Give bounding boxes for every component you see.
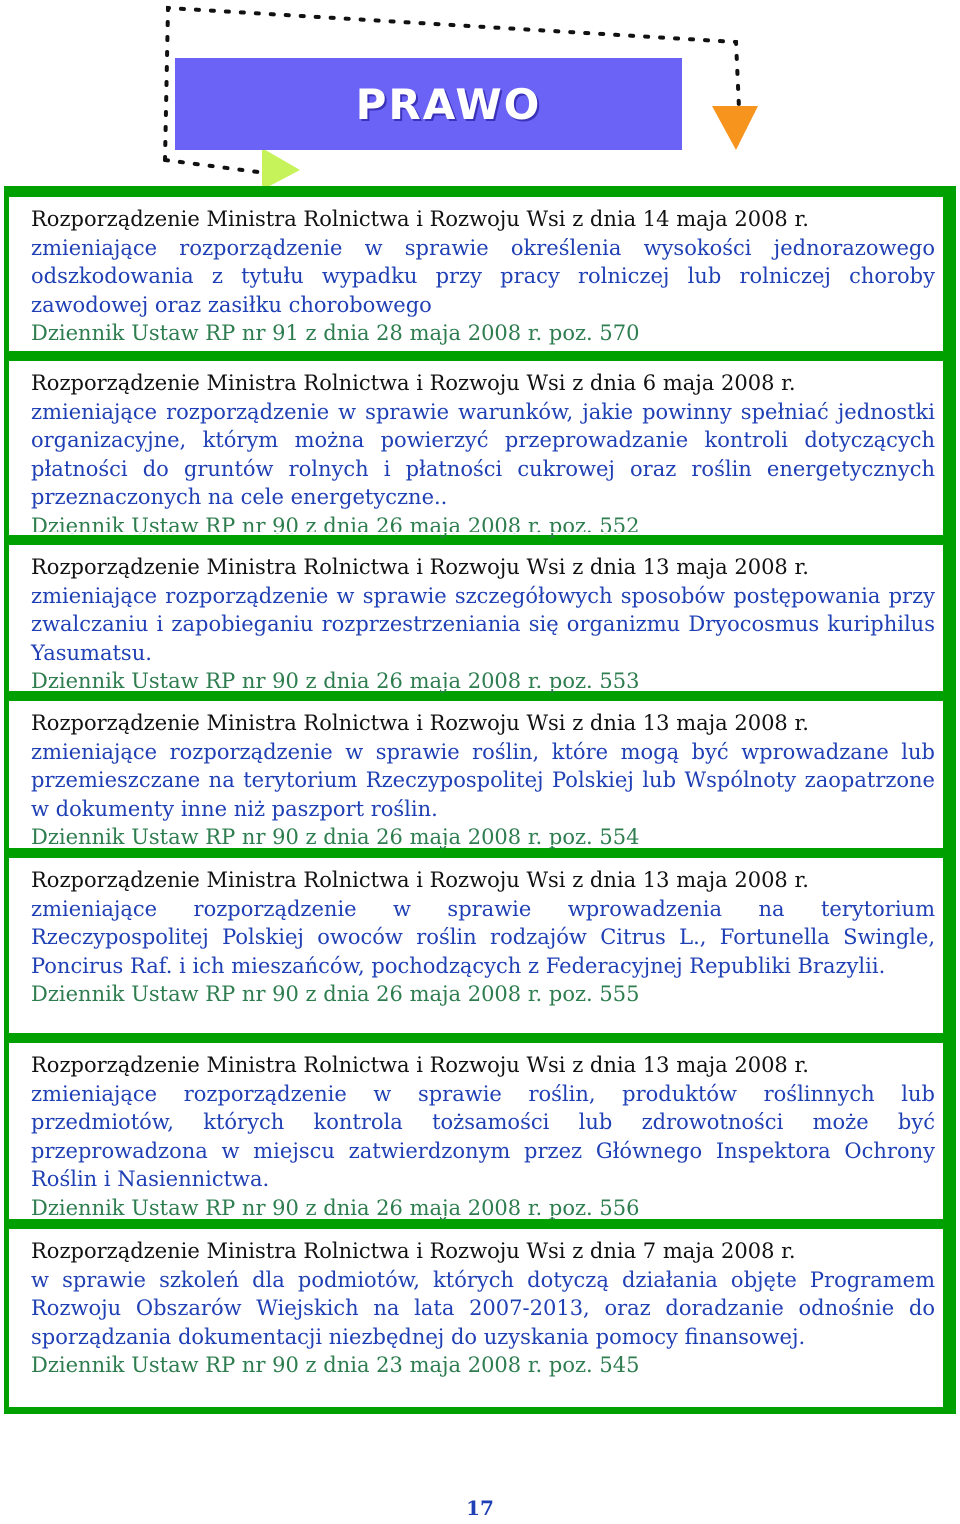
regulation-description: zmieniające rozporządzenie w sprawie określenia wysokości jednorazowego odszkodowania z tytułu wypadku przy pracy rolniczej lub rolniczej choroby zawodowej oraz zasiłku chorobowego xyxy=(31,235,935,317)
regulation-entry xyxy=(6,542,946,694)
page-number: 17 xyxy=(466,1496,494,1520)
regulation-description: zmieniające rozporządzenie w sprawie roślin, które mogą być wprowadzane lub przemieszczane na terytorium Rzeczypospolitej Polskiej lub Wspólnoty zaopatrzone w dokumenty inne niż paszport roślin. xyxy=(31,739,935,821)
journal-reference: Dziennik Ustaw RP nr 90 z dnia 26 maja 2008 r. poz. 555 xyxy=(31,982,640,1006)
regulation-entry xyxy=(6,698,946,851)
journal-reference: Dziennik Ustaw RP nr 91 z dnia 28 maja 2008 r. poz. 570 xyxy=(31,321,640,345)
regulation-entry xyxy=(6,194,946,354)
regulation-title: Rozporządzenie Ministra Rolnictwa i Rozwoju Wsi z dnia 13 maja 2008 r. xyxy=(31,555,809,579)
regulation-description: zmieniające rozporządzenie w sprawie wprowadzenia na terytorium Rzeczypospolitej Polskiej owoców roślin rodzajów Citrus L., Fortunella Swingle, Poncirus Raf. i ich mieszańców, pochodzących z Federacyjnej Republiki Brazylii. xyxy=(31,896,935,978)
journal-reference: Dziennik Ustaw RP nr 90 z dnia 26 maja 2008 r. poz. 556 xyxy=(31,1195,640,1220)
down-arrow-icon xyxy=(712,106,758,150)
regulation-entry xyxy=(6,358,946,538)
regulation-description: w sprawie szkoleń dla podmiotów, których dotyczą działania objęte Programem Rozwoju Obszarów Wiejskich na lata 2007-2013, oraz doradzanie odnośnie do sporządzania dokumentacji niezbędnej do uzyskania pomocy finansowej. xyxy=(31,1267,935,1349)
regulation-description: zmieniające rozporządzenie w sprawie warunków, jakie powinny spełniać jednostki organizacyjne, którym można powierzyć przeprowadzanie kontroli dotyczących płatności do gruntów rolnych i płatności cukrowej oraz roślin energetycznych przeznaczonych na cele energetyczne.. xyxy=(31,399,935,509)
regulation-title: Rozporządzenie Ministra Rolnictwa i Rozwoju Wsi z dnia 6 maja 2008 r. xyxy=(31,371,796,395)
regulation-title: Rozporządzenie Ministra Rolnictwa i Rozwoju Wsi z dnia 13 maja 2008 r. xyxy=(31,868,809,892)
page-header xyxy=(0,0,960,190)
journal-reference: Dziennik Ustaw RP nr 90 z dnia 26 maja 2008 r. poz. 552 xyxy=(31,513,640,538)
right-arrow-icon xyxy=(262,148,300,190)
journal-reference: Dziennik Ustaw RP nr 90 z dnia 23 maja 2008 r. poz. 545 xyxy=(31,1353,640,1377)
regulation-description: zmieniające rozporządzenie w sprawie roślin, produktów roślinnych lub przedmiotów, których kontrola tożsamości lub zdrowotności może być przeprowadzona w miejscu zatwierdzonym przez Głównego Inspektora Ochrony Roślin i Nasiennictwa. xyxy=(31,1081,935,1191)
title-banner xyxy=(175,58,682,150)
regulation-entry xyxy=(6,1226,946,1410)
regulation-title: Rozporządzenie Ministra Rolnictwa i Rozwoju Wsi z dnia 14 maja 2008 r. xyxy=(31,207,809,231)
regulation-entry xyxy=(6,855,946,1036)
regulation-title: Rozporządzenie Ministra Rolnictwa i Rozwoju Wsi z dnia 7 maja 2008 r. xyxy=(31,1239,796,1263)
journal-reference: Dziennik Ustaw RP nr 90 z dnia 26 maja 2008 r. poz. 554 xyxy=(31,825,640,849)
regulation-entry xyxy=(6,1040,946,1222)
regulation-title: Rozporządzenie Ministra Rolnictwa i Rozwoju Wsi z dnia 13 maja 2008 r. xyxy=(31,1053,809,1077)
regulation-description: zmieniające rozporządzenie w sprawie szczegółowych sposobów postępowania przy zwalczaniu i zapobieganiu rozprzestrzeniania się organizmu Dryocosmus kuriphilus Yasumatsu. xyxy=(31,583,935,665)
journal-reference: Dziennik Ustaw RP nr 90 z dnia 26 maja 2008 r. poz. 553 xyxy=(31,669,640,693)
regulation-title: Rozporządzenie Ministra Rolnictwa i Rozwoju Wsi z dnia 13 maja 2008 r. xyxy=(31,711,809,735)
page-title: PRAWO xyxy=(355,79,542,129)
